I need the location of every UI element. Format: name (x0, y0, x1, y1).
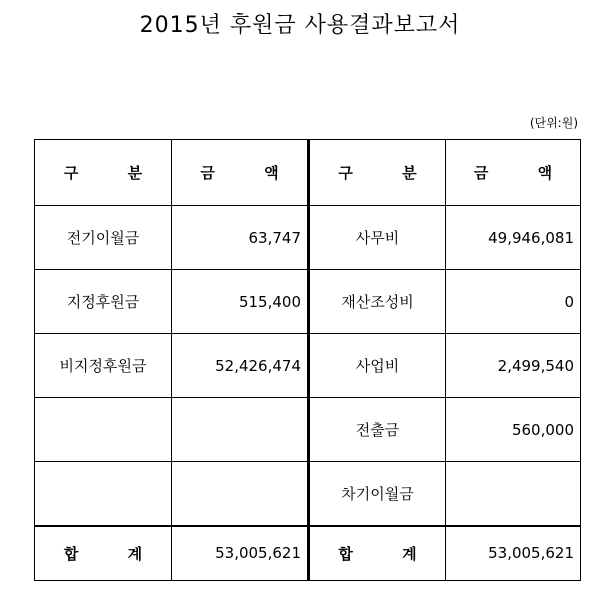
expense-label: 사업비 (309, 334, 446, 398)
income-label: 전기이월금 (35, 206, 172, 270)
total-left-label: 합 계 (35, 526, 172, 581)
table-header-row (35, 140, 581, 206)
expense-amount: 0 (446, 270, 581, 334)
income-label (35, 462, 172, 526)
income-label (35, 398, 172, 462)
table-row (35, 398, 581, 462)
expense-amount (446, 462, 581, 526)
header-right-category: 구 분 (309, 140, 446, 206)
income-amount: 52,426,474 (172, 334, 309, 398)
income-amount (172, 398, 309, 462)
expense-amount: 49,946,081 (446, 206, 581, 270)
income-label: 비지정후원금 (35, 334, 172, 398)
report-title: 2015년 후원금 사용결과보고서 (139, 13, 461, 38)
total-row (35, 526, 581, 581)
income-amount (172, 462, 309, 526)
table-row (35, 462, 581, 526)
expense-label: 차기이월금 (309, 462, 446, 526)
table-row (35, 270, 581, 334)
header-left-category: 구 분 (35, 140, 172, 206)
total-left-amount: 53,005,621 (172, 526, 309, 581)
expense-label: 재산조성비 (309, 270, 446, 334)
header-left-amount: 금 액 (172, 140, 309, 206)
unit-label: (단위:원) (529, 116, 578, 130)
expense-label: 전출금 (309, 398, 446, 462)
table-row (35, 206, 581, 270)
expense-amount: 2,499,540 (446, 334, 581, 398)
expense-amount: 560,000 (446, 398, 581, 462)
income-amount: 63,747 (172, 206, 309, 270)
header-right-amount: 금 액 (446, 140, 581, 206)
report-table (34, 139, 581, 581)
table-row (35, 334, 581, 398)
expense-label: 사무비 (309, 206, 446, 270)
total-right-amount: 53,005,621 (446, 526, 581, 581)
income-label: 지정후원금 (35, 270, 172, 334)
income-amount: 515,400 (172, 270, 309, 334)
total-right-label: 합 계 (309, 526, 446, 581)
